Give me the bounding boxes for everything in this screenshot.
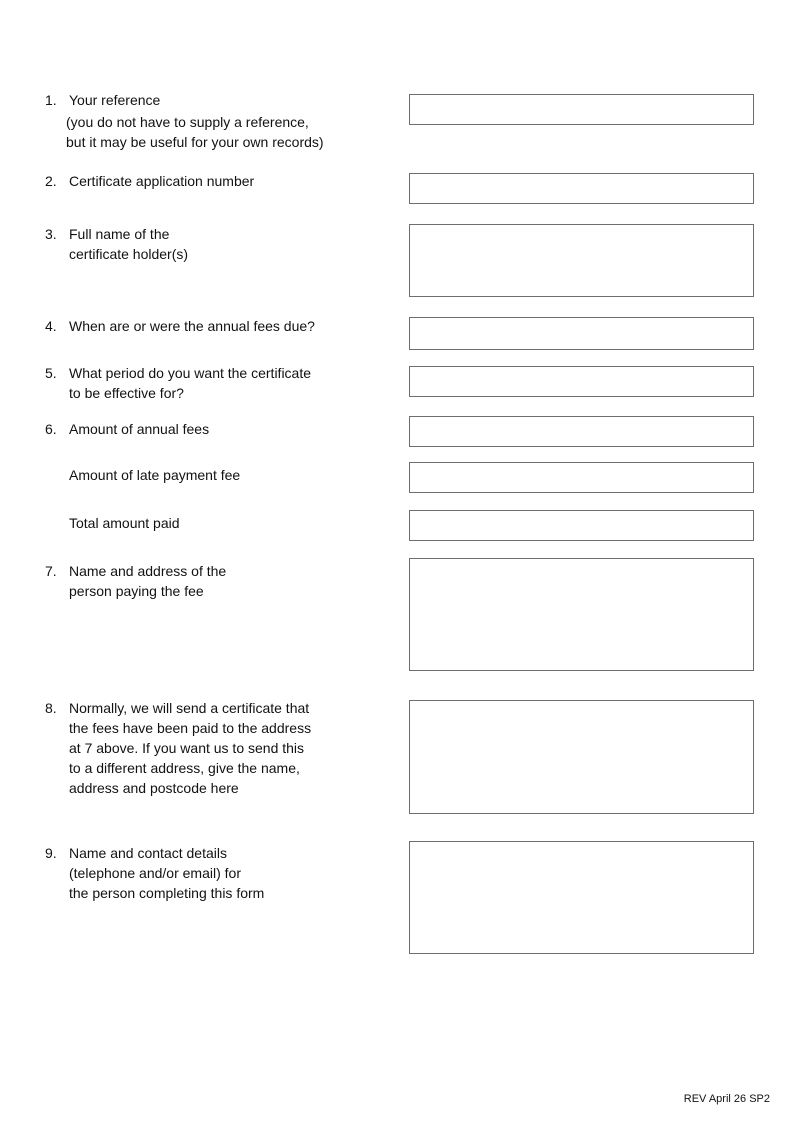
input-certificate-application-number[interactable] [409,173,754,204]
question-3-text: Full name of the [69,226,170,242]
question-8-label: 8. Normally, we will send a certificate that the fees have been paid to the address at 7 above. If you want us to send this to a different address, give the name, address and postcode here [45,700,312,796]
input-annual-fees-amount[interactable] [409,416,754,447]
input-certificate-effective-period[interactable] [409,366,754,397]
question-9-number: 9. [45,845,57,861]
input-form-completer-contact-details[interactable] [409,841,754,954]
question-2-text: Certificate application number [69,173,255,189]
input-payer-name-address[interactable] [409,558,754,671]
input-total-amount-paid[interactable] [409,510,754,541]
question-6-text: Amount of annual fees [69,421,210,437]
question-2-label [45,171,254,191]
input-your-reference[interactable] [409,94,754,125]
question-9-text: Name and contact details [69,845,227,861]
question-5-text: What period do you want the certificate [69,365,312,381]
input-annual-fees-due-date[interactable] [409,317,754,350]
question-6-number: 6. [45,421,57,437]
question-7-label: 7. Name and address of the person paying the fee [45,563,227,599]
question-7-text: Name and address of the [69,563,227,579]
revision-note: REV April 26 SP2 [683,1093,770,1105]
question-7-number: 7. [45,563,57,579]
question-5-label: 5. What period do you want the certificate to be effective for? [45,365,312,401]
question-1-note: (you do not have to supply a reference, but it may be useful for your own records) [66,114,324,150]
input-alternative-certificate-address[interactable] [409,700,754,814]
question-9-label: 9. Name and contact details (telephone and/or email) for the person completing this form [45,845,265,901]
question-6-total-paid-label [69,513,180,533]
question-4-number: 4. [45,318,57,334]
input-certificate-holder-name[interactable] [409,224,754,297]
question-1-label [45,90,160,110]
input-late-payment-fee-amount[interactable] [409,462,754,493]
question-1-number: 1. [45,92,57,108]
question-4-label [45,316,315,336]
question-6-late-payment-text: Amount of late payment fee [69,467,241,483]
question-5-number: 5. [45,365,57,381]
question-6-label [45,419,209,439]
question-8-text: Normally, we will send a certificate that [69,700,310,716]
question-8-number: 8. [45,700,57,716]
question-4-text: When are or were the annual fees due? [69,318,315,334]
question-2-number: 2. [45,173,57,189]
question-6-late-payment-label [69,465,240,485]
question-3-label: 3. Full name of the certificate holder(s) [45,226,189,262]
question-1-text: Your reference [69,92,161,108]
question-6-total-paid-text: Total amount paid [69,515,180,531]
question-3-number: 3. [45,226,57,242]
